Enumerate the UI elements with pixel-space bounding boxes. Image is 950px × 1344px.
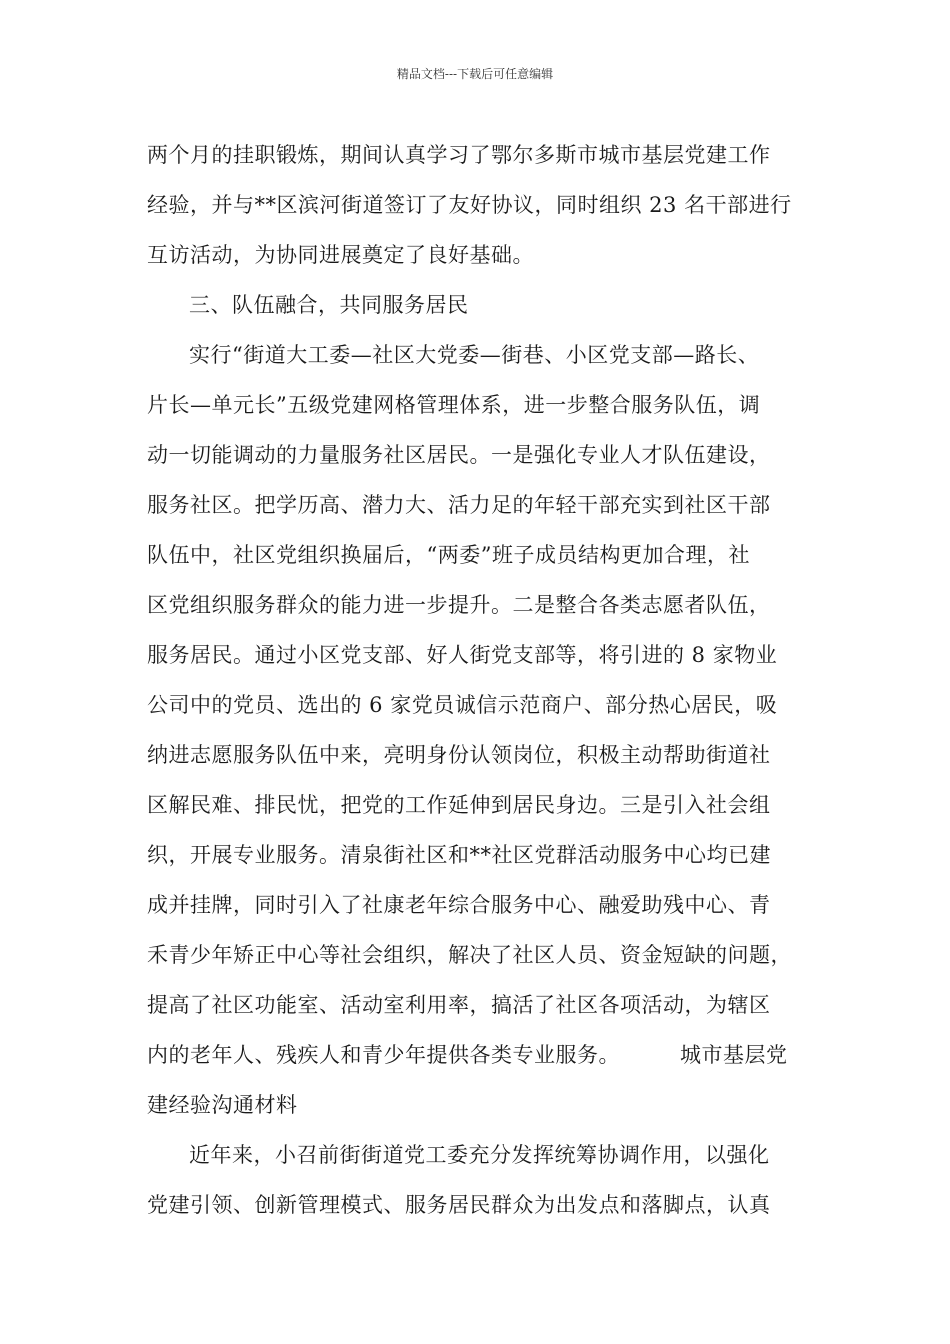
body-line: 互访活动，为协同进展奠定了良好基础。: [147, 243, 534, 267]
body-line: 公司中的党员、选出的 6 家党员诚信示范商户、部分热心居民，吸: [147, 693, 778, 717]
body-line-with-title: [147, 1030, 807, 1080]
body-line: 两个月的挂职锻炼，期间认真学习了鄂尔多斯市城市基层党建工作: [147, 143, 771, 167]
body-line: 纳进志愿服务队伍中来，亮明身份认领岗位，积极主动帮助街道社: [147, 743, 771, 767]
body-line: 禾青少年矫正中心等社会组织，解决了社区人员、资金短缺的问题，: [147, 943, 792, 967]
body-line: 动一切能调动的力量服务社区居民。一是强化专业人才队伍建设，: [147, 443, 771, 467]
body-line: 实行“街道大工委—社区大党委—街巷、小区党支部—路长、: [189, 343, 760, 367]
body-line: 成并挂牌，同时引入了社康老年综合服务中心、融爱助残中心、青: [147, 893, 771, 917]
body-line: 经验，并与**区滨河街道签订了友好协议，同时组织 23 名干部进行: [147, 193, 792, 217]
page-header: 精品文档---下载后可任意编辑: [396, 67, 554, 81]
body-line: 服务居民。通过小区党支部、好人街党支部等，将引进的 8 家物业: [147, 643, 778, 667]
section-heading: 三、队伍融合，共同服务居民: [189, 293, 469, 317]
document-title-part: 建经验沟通材料: [147, 1093, 298, 1117]
body-line: 区党组织服务群众的能力进一步提升。二是整合各类志愿者队伍，: [147, 593, 771, 617]
document-title-part: 城市基层党: [680, 1043, 788, 1067]
body-line: 队伍中，社区党组织换届后，“两委”班子成员结构更加合理，社: [147, 543, 750, 567]
body-line: 内的老年人、残疾人和青少年提供各类专业服务。: [147, 1043, 620, 1067]
body-line: 提高了社区功能室、活动室利用率，搞活了社区各项活动，为辖区: [147, 993, 771, 1017]
body-line: 服务社区。把学历高、潜力大、活力足的年轻干部充实到社区干部: [147, 493, 771, 517]
body-line: 近年来，小召前街街道党工委充分发挥统筹协调作用，以强化: [189, 1143, 770, 1167]
body-line: 党建引领、创新管理模式、服务居民群众为出发点和落脚点，认真: [147, 1193, 771, 1217]
document-body: [147, 130, 807, 1230]
body-line: 片长—单元长”五级党建网格管理体系，进一步整合服务队伍，调: [147, 393, 761, 417]
body-line: 区解民难、排民忧，把党的工作延伸到居民身边。三是引入社会组: [147, 793, 771, 817]
body-line: 织，开展专业服务。清泉街社区和**社区党群活动服务中心均已建: [147, 843, 771, 867]
